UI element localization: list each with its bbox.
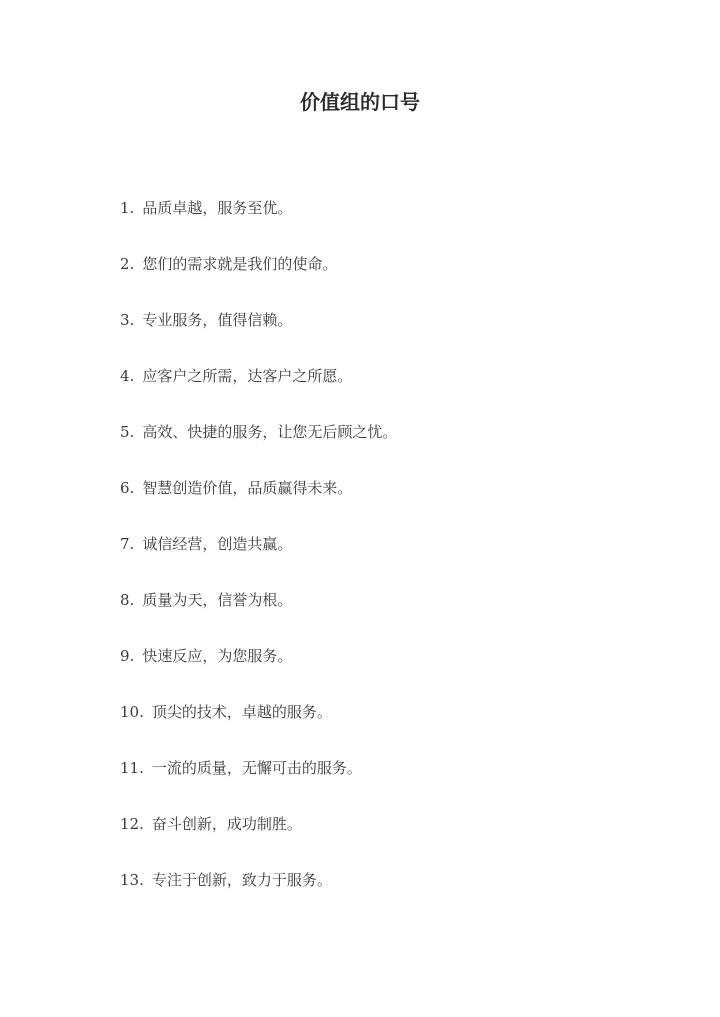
item-text: 应客户之所需，达客户之所愿。	[142, 367, 353, 385]
item-text: 高效、快捷的服务，让您无后顾之忧。	[142, 423, 398, 441]
item-text: 顶尖的技术，卓越的服务。	[151, 703, 332, 721]
list-item	[120, 864, 660, 920]
item-text: 奋斗创新，成功制胜。	[151, 815, 302, 833]
list-item	[120, 304, 660, 360]
item-number: 9.	[120, 647, 135, 665]
item-text: 专注于创新，致力于服务。	[151, 871, 332, 889]
item-text: 品质卓越，服务至优。	[142, 199, 293, 217]
item-text: 诚信经营，创造共赢。	[142, 535, 293, 553]
list-item	[120, 248, 660, 304]
page-title: 价值组的口号	[300, 90, 420, 114]
item-number: 4.	[120, 367, 135, 385]
item-number: 11.	[120, 759, 144, 777]
item-text: 一流的质量，无懈可击的服务。	[151, 759, 362, 777]
item-number: 6.	[120, 479, 135, 497]
slogan-list	[120, 192, 660, 920]
item-text: 质量为天，信誉为根。	[142, 591, 293, 609]
item-text: 快速反应，为您服务。	[142, 647, 293, 665]
item-text: 智慧创造价值，品质赢得未来。	[142, 479, 353, 497]
list-item	[120, 528, 660, 584]
item-number: 8.	[120, 591, 135, 609]
item-number: 7.	[120, 535, 135, 553]
item-text: 专业服务，值得信赖。	[142, 311, 293, 329]
item-number: 10.	[120, 703, 144, 721]
list-item	[120, 360, 660, 416]
list-item	[120, 640, 660, 696]
list-item	[120, 808, 660, 864]
list-item	[120, 472, 660, 528]
list-item	[120, 752, 660, 808]
list-item	[120, 192, 660, 248]
item-number: 13.	[120, 871, 144, 889]
item-number: 12.	[120, 815, 144, 833]
list-item	[120, 416, 660, 472]
item-text: 您们的需求就是我们的使命。	[142, 255, 338, 273]
item-number: 5.	[120, 423, 135, 441]
item-number: 3.	[120, 311, 135, 329]
list-item	[120, 584, 660, 640]
item-number: 1.	[120, 199, 135, 217]
list-item	[120, 696, 660, 752]
item-number: 2.	[120, 255, 135, 273]
